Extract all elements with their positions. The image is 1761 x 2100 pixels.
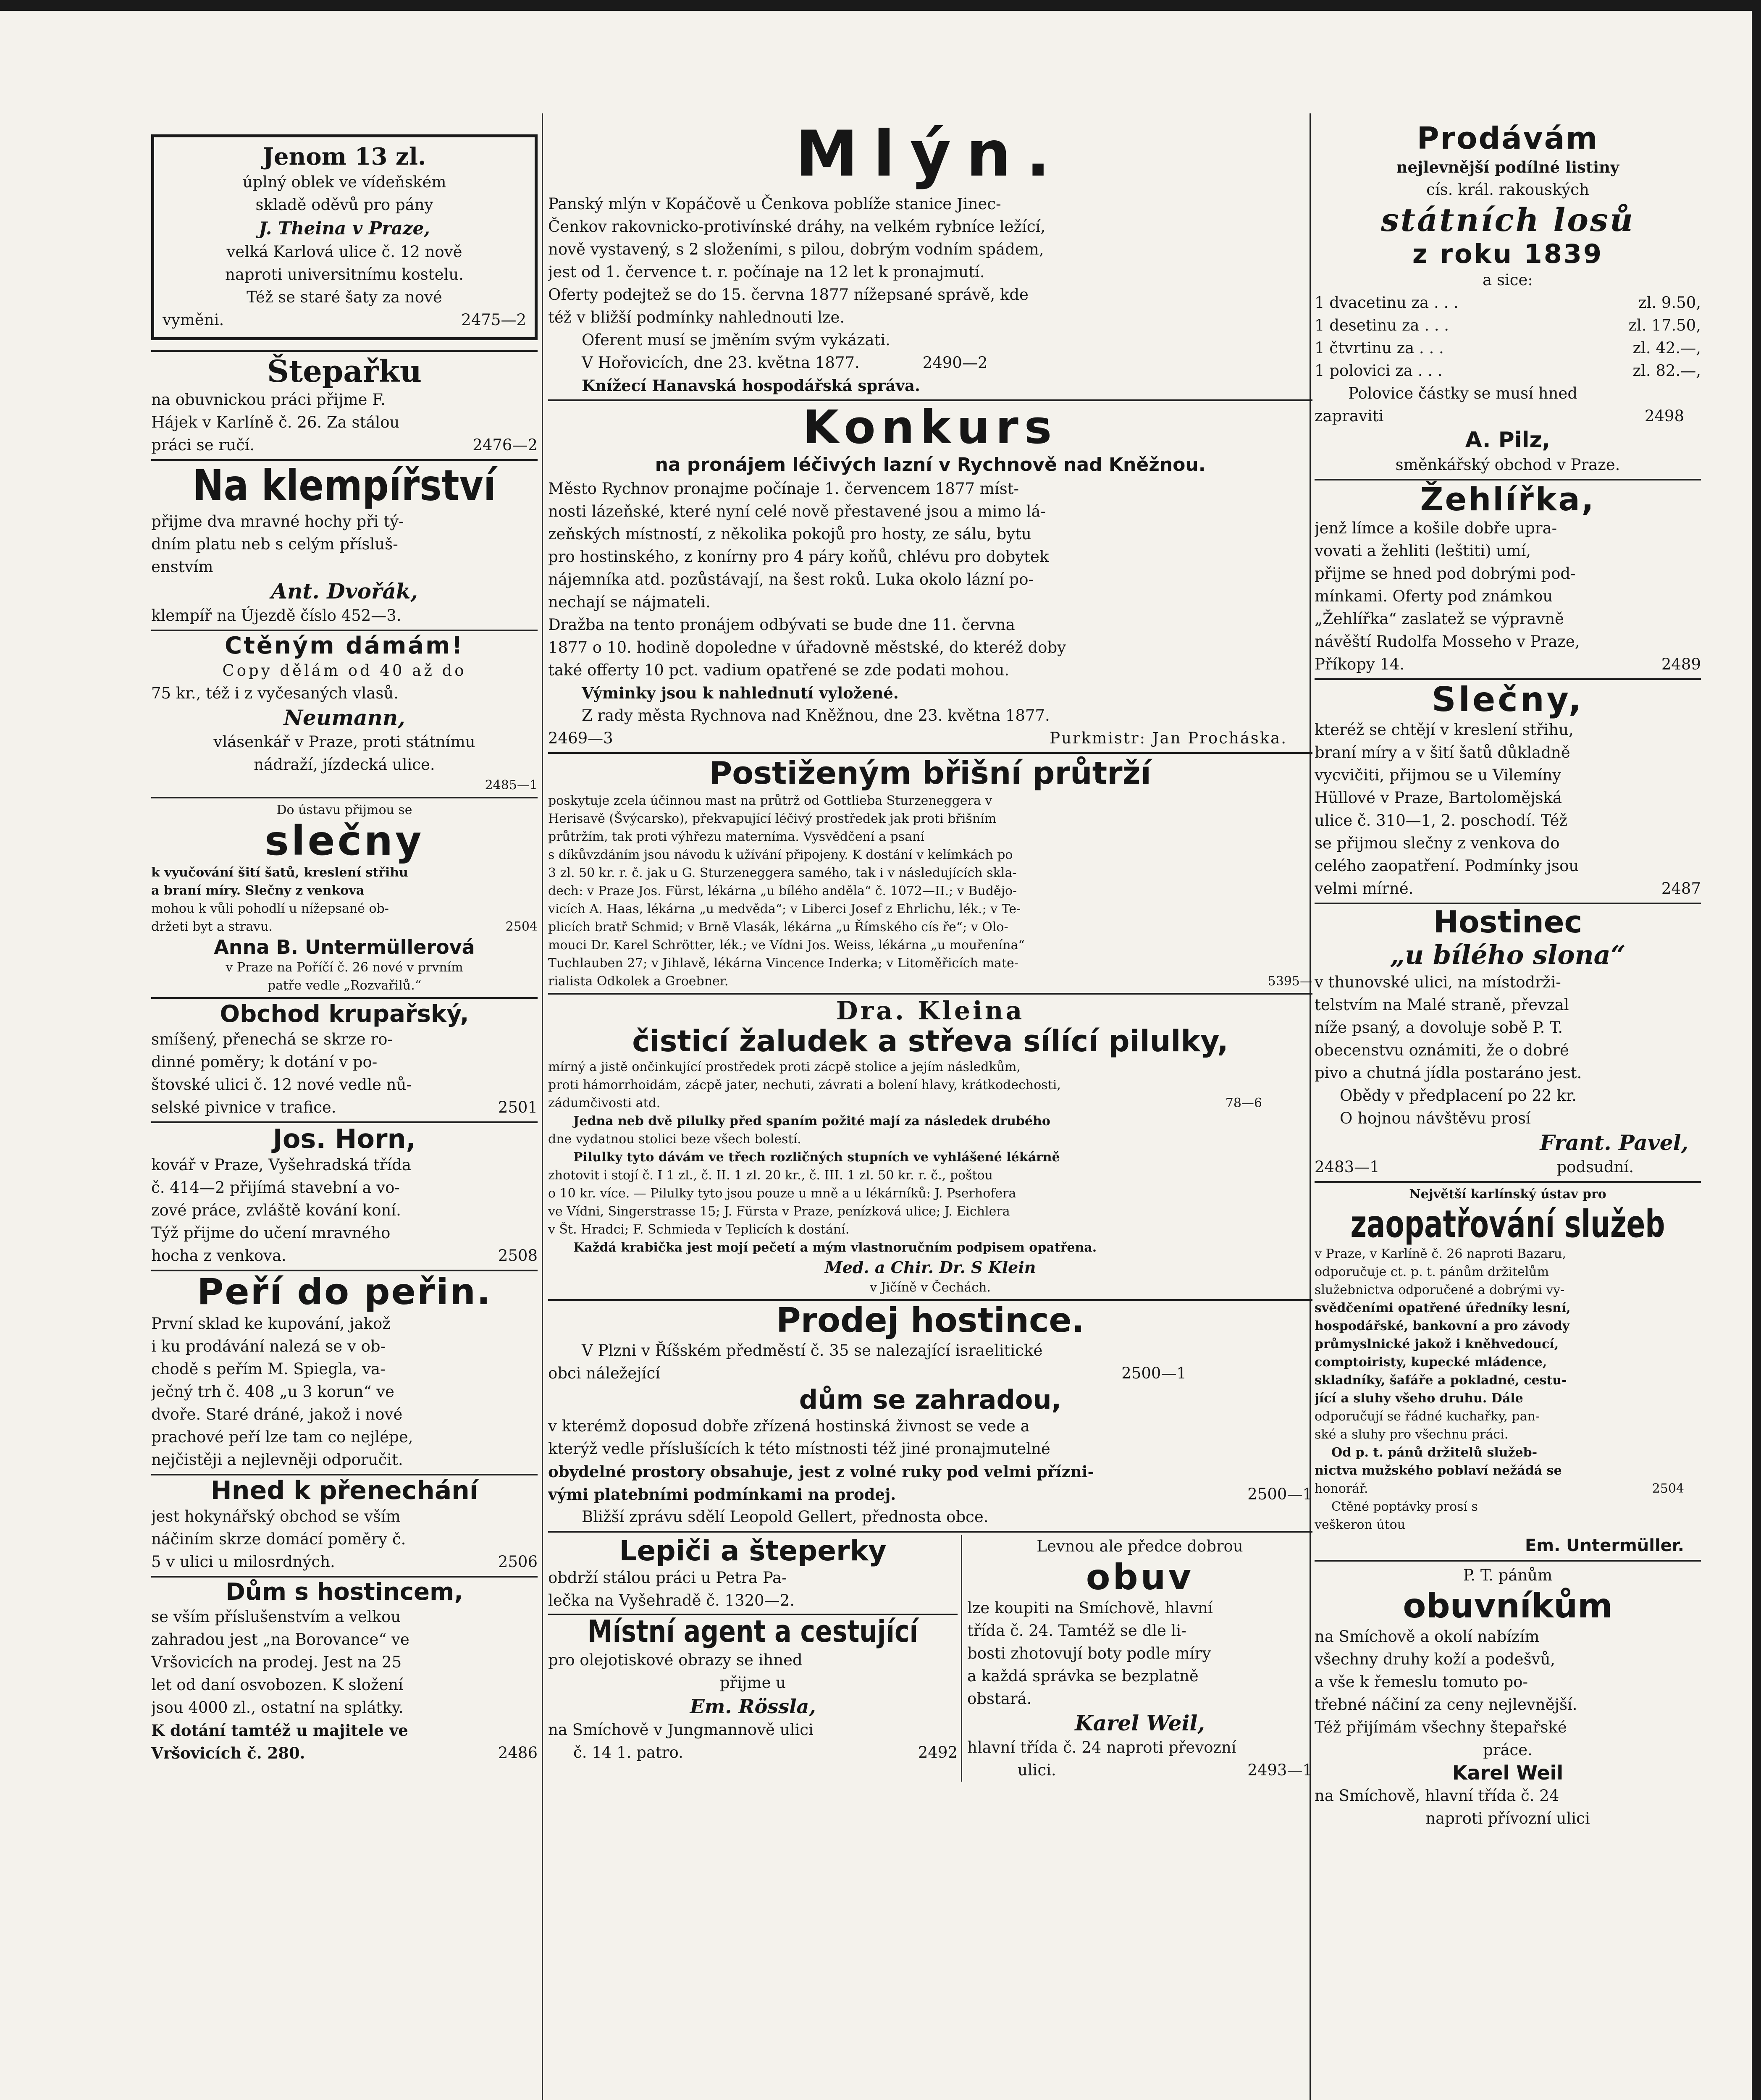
text-line: pro hostinského, z konírny pro 4 páry koňů, chlévu pro dobytek	[548, 548, 1049, 566]
text-line: a každá správka se bezplatně	[967, 1667, 1199, 1685]
text-line: jící a sluhy všeho druhu. Dále	[1315, 1391, 1523, 1406]
text-line: chodě s peřím M. Spiegla, va-	[151, 1360, 386, 1378]
ad-title: Lepiči a šteperky	[619, 1534, 887, 1567]
ad-subtitle: z roku 1839	[1412, 239, 1604, 270]
ad-title: Postiženým břišní průtrží	[709, 755, 1152, 792]
divider	[1315, 1560, 1701, 1562]
text-line: v thunovské ulici, na místodrži-	[1315, 973, 1561, 992]
text-line: celého zaopatření. Podmínky jsou	[1315, 856, 1579, 875]
divider	[151, 1121, 538, 1123]
text-line: průtržím, tak proti výhřezu materníma. Vysvědčení a psaní	[548, 829, 924, 844]
text-line: Pilulky tyto dávám ve třech rozličných stupních ve vyhlášené lékárně	[573, 1150, 1060, 1165]
text-line: poskytuje zcela účinnou mast na průtrž od Gottlieba Sturzeneggera v	[548, 793, 992, 808]
text-line: Oferty podejtež se do 15. června 1877 nížepsané správě, kde	[548, 286, 1029, 304]
text-line: mírný a jistě ončinkující prostředek proti zácpě stolice a jejím následkům,	[548, 1059, 1021, 1074]
ad-title: Peří do peřin.	[197, 1270, 492, 1313]
text-line: vyměni.	[163, 310, 224, 329]
text-line: obecenstvu oznámiti, že o dobré	[1315, 1041, 1569, 1060]
text-line: č. 414—2 přijímá stavební a vo-	[151, 1178, 400, 1197]
text-line: nájemníka atd. pozůstávají, na šest roků. Luka okolo lázní po-	[548, 570, 1034, 589]
text-line: vicích A. Haas, lékárna „u medvěda“; v Liberci Josef z Ehrlichu, lék.; v Te-	[548, 901, 1021, 916]
text-line: svědčeními opatřené úředníky lesní,	[1315, 1301, 1571, 1316]
ad-number: 2486	[498, 1743, 538, 1762]
text-line: s díkůvzdáním jsou návodu k užívání připojeny. K dostání v kelímkách po	[548, 847, 1013, 862]
text-line: prachové peří lze tam co nejlépe,	[151, 1428, 413, 1446]
price-value: zl. 82.—,	[1632, 362, 1701, 380]
text-line: zahradou jest „na Borovance“ ve	[151, 1630, 409, 1648]
shop-name: J. Theina v Praze,	[259, 218, 430, 239]
top-scan-edge	[0, 0, 1761, 11]
ad-title: Jos. Horn,	[273, 1123, 416, 1154]
ad-suits-title: Jenom 13 zl.	[262, 143, 426, 171]
ad-agent	[548, 1614, 958, 1764]
text-line: na Smíchově a okolí nabízím	[1315, 1628, 1540, 1646]
text-line: níže psaný, a dovoluje sobě P. T.	[1315, 1018, 1563, 1037]
text-line: plicích bratř Schmid; v Brně Vlasák, lékárna „u Římského cís ře“; v Olo-	[548, 919, 1008, 934]
text-line: ulici.	[1018, 1761, 1056, 1780]
ad-number: 2493—1	[1247, 1761, 1312, 1780]
text-line: na Smíchově v Jungmannově ulici	[548, 1721, 814, 1739]
text-line: Vršovicích č. 280.	[151, 1743, 305, 1762]
text-line: Od p. t. pánů držitelů služeb-	[1331, 1445, 1538, 1460]
text-line: dne vydatnou stolici beze všech bolestí.	[548, 1131, 801, 1147]
text-line: a braní míry. Slečny z venkova	[151, 883, 365, 898]
signature: A. Pilz,	[1465, 428, 1551, 453]
text-line: cís. král. rakouských	[1426, 181, 1589, 199]
text-line: comptoiristy, kupecké mládence,	[1315, 1355, 1547, 1370]
text-line: náčiním skrze domácí poměry č.	[151, 1530, 406, 1548]
text-line: v Praze, v Karlíně č. 26 naproti Bazaru,	[1315, 1247, 1566, 1262]
ad-losy	[1315, 122, 1701, 476]
ad-title: Místní agent a cestující	[587, 1614, 919, 1649]
text-line: obci náležející	[548, 1364, 661, 1382]
text-line: služebnictva odporučené a dobrými vy-	[1315, 1283, 1565, 1298]
text-line: obydelné prostory obsahuje, jest z volné ruky pod velmi přízni-	[548, 1462, 1094, 1481]
divider	[1315, 1181, 1701, 1183]
ad-stepar	[151, 354, 538, 457]
divider	[151, 797, 538, 798]
ad-title: Mlýn.	[795, 118, 1066, 191]
text-line: Město Rychnov pronajme počínaje 1. červencem 1877 míst-	[548, 480, 1019, 498]
signature: Med. a Chir. Dr. S Klein	[824, 1257, 1036, 1277]
text-line: Z rady města Rychnova nad Kněžnou, dne 23. května 1877.	[582, 706, 1050, 725]
text-line: Obědy v předplacení po 22 kr.	[1340, 1087, 1577, 1105]
divider	[548, 752, 1312, 754]
ad-number: 2490—2	[922, 354, 988, 372]
ad-number: 2501	[498, 1098, 538, 1116]
ad-horn	[151, 1123, 538, 1267]
text-line: dvoře. Staré dráné, jakož i nové	[151, 1405, 403, 1423]
text-line: nejčistěji a nejlevněji odporučit.	[151, 1450, 403, 1469]
text-line: zové práce, zvláště kování koní.	[151, 1201, 401, 1219]
text-line: Polovice částky se musí hned	[1348, 384, 1578, 403]
ad-number: 2498	[1644, 407, 1684, 425]
text-line: průmyslnické jakož i kněhvedoucí,	[1315, 1337, 1559, 1352]
ad-number: 2489	[1661, 655, 1701, 674]
ad-kleina	[548, 997, 1312, 1297]
bottom-pair-left	[548, 1535, 962, 1782]
text-line: třebné náčiní za ceny nejlevnější.	[1315, 1696, 1577, 1714]
text-line: let od daní osvobozen. K složení	[151, 1675, 403, 1694]
text-line: také offerty 10 pct. vadium opatřené se zde podati mohou.	[548, 661, 1010, 680]
signature: Karel Weil,	[1075, 1711, 1205, 1736]
ad-dum-hostinec	[151, 1580, 538, 1764]
text-line: podsudní.	[1556, 1158, 1634, 1176]
text-line: Příkopy 14.	[1315, 655, 1405, 674]
ad-number: 2476—2	[472, 436, 538, 454]
text-line: rialista Odkolek a Groebner.	[548, 974, 729, 989]
text-line: lečka na Vyšehradě č. 1320—2.	[548, 1591, 795, 1610]
text-line: přijme u	[719, 1674, 786, 1692]
ad-title: Hned k přenechání	[210, 1475, 478, 1505]
text-line: o 10 kr. více. — Pilulky tyto jsou pouze u mně a u lékárníků: J. Pserhofera	[548, 1186, 1016, 1201]
ad-hostinec-slon	[1315, 904, 1701, 1179]
text-line: Hüllové v Praze, Bartolomějská	[1315, 788, 1562, 807]
text-line: v Jičíně v Čechách.	[870, 1280, 991, 1295]
price-label: 1 desetinu za . . .	[1315, 316, 1449, 335]
left-column	[151, 113, 538, 2100]
text-line: hocha z venkova.	[151, 1246, 286, 1265]
text-line: Též se staré šaty za nové	[247, 288, 442, 306]
text-line: ulice č. 310—1, 2. poschodí. Též	[1315, 811, 1567, 830]
text-line: k vyučování šití šatů, kreslení střihu	[151, 865, 408, 880]
text-line: ječný trh č. 408 „u 3 korun“ ve	[151, 1382, 394, 1401]
text-line: enstvím	[151, 557, 213, 576]
text-line: Herisavě (Švýcarsko), překvapující léčivý prostředek jak proti břišním	[548, 811, 997, 826]
ad-title: Slečny,	[1432, 680, 1584, 719]
text-line: zapraviti	[1315, 407, 1384, 425]
text-line: Jedna neb dvě pilulky před spaním požité mají za následek drubého	[573, 1113, 1050, 1129]
ad-prodej-hostince	[548, 1300, 1312, 1528]
text-line: Tuchlauben 27; v Jihlavě, lékárna Vincence Inderka; v Litoměřicích mate-	[548, 956, 1018, 971]
ad-title: státních losů	[1381, 201, 1635, 239]
text-line: patře vedle „Rozvařilů.“	[267, 978, 422, 993]
text-line: držeti byt a stravu.	[151, 919, 273, 934]
text-line: mohou k vůli pohodlí u nížepsané ob-	[151, 901, 389, 916]
ad-subtitle: na pronájem léčivých lazní v Rychnově nad Kněžnou.	[655, 454, 1206, 476]
text-line: práce.	[1483, 1741, 1533, 1759]
text-line: jenž límce a košile dobře upra-	[1315, 519, 1557, 538]
divider	[151, 630, 538, 631]
text-line: v Praze na Poříčí č. 26 nové v prvním	[226, 960, 463, 975]
ad-ustav-sluzeb	[1315, 1185, 1701, 1557]
text-line: Ctěné poptávky prosí s	[1331, 1499, 1478, 1515]
text-line: vými platebními podmínkami na prodej.	[548, 1485, 896, 1504]
text-line: i ku prodávání nalezá se v ob-	[151, 1337, 386, 1355]
ad-title: obuv	[1086, 1556, 1194, 1598]
divider	[151, 350, 538, 352]
ad-hokynar	[151, 1475, 538, 1573]
text-line: 1877 o 10. hodině dopoledne v úřadovně městské, do kteréž doby	[548, 638, 1066, 657]
ad-number: 2504	[1652, 1481, 1684, 1496]
text-line: a sice:	[1483, 271, 1533, 289]
text-line: Oferent musí se jměním svým vykázati.	[582, 331, 891, 349]
text-line: skladníky, šafáře a pokladné, cestu-	[1315, 1373, 1567, 1388]
text-line: O hojnou návštěvu prosí	[1340, 1109, 1531, 1128]
ad-number: 2504	[505, 919, 538, 934]
text-line: na Smíchově, hlavní třída č. 24	[1315, 1787, 1559, 1805]
text-line: v Št. Hradci; F. Schmieda v Teplicích k dostání.	[548, 1222, 850, 1237]
ad-number: 5395—	[1268, 974, 1312, 989]
signature: Anna B. Untermüllerová	[214, 935, 475, 958]
ad-obuv	[962, 1535, 1312, 1782]
text-line: Týž přijme do učení mravného	[151, 1223, 391, 1242]
ad-number: 2475—2	[461, 310, 526, 329]
text-line: proti hámorrhoidám, zácpě jater, nechuti, závrati a bolení hlavy, krátkodechosti,	[548, 1077, 1061, 1092]
signature: Em. Untermüller.	[1525, 1536, 1684, 1556]
text-line: braní míry a v šití šatů důkladně	[1315, 743, 1570, 761]
text-line: jest od 1. července t. r. počínaje na 12 let k pronajmutí.	[548, 263, 985, 281]
text-line: pivo a chutná jídla postaráno jest.	[1315, 1064, 1582, 1082]
text-line: veškeron útou	[1315, 1517, 1406, 1533]
ad-lepici	[548, 1534, 958, 1612]
ad-slecny	[1315, 682, 1701, 900]
text-line: přijme se hned pod dobrými pod-	[1315, 564, 1576, 583]
middle-column	[548, 113, 1312, 1782]
text-line: naproti universitnímu kostelu.	[225, 265, 464, 284]
ad-number: 2500—1	[1247, 1485, 1312, 1503]
text-line: též v bližší podmínky nahlednouti lze.	[548, 308, 845, 326]
text-line: všechny druhy koží a podešvů,	[1315, 1650, 1556, 1669]
text-line: ve Vídni, Singerstrasse 15; J. Fürsta v Praze, penízková ulice; J. Eichlera	[548, 1204, 1010, 1219]
bottom-pair	[548, 1535, 1312, 1782]
text-line: kterýž vedle příslušících k této místnosti též jiné pronajmutelné	[548, 1439, 1050, 1458]
text-line: smíšený, přenechá se skrze ro-	[151, 1030, 393, 1048]
text-line: zeňských místností, z několika pokojů pro hosty, ze sálu, bytu	[548, 525, 1031, 543]
text-line: dech: v Praze Jos. Fürst, lékárna „u bílého anděla“ č. 1072—II.; v Budějo-	[548, 883, 1017, 898]
text-line: obstará.	[967, 1690, 1032, 1708]
text-line: „Žehlířka“ zaslatež se výpravně	[1315, 610, 1564, 628]
ad-number: 2487	[1661, 879, 1701, 898]
ad-subtitle: dům se zahradou,	[799, 1384, 1062, 1415]
ad-number: 2483—1	[1315, 1158, 1380, 1176]
text-line: přijme dva mravné hochy při tý-	[151, 512, 404, 530]
column-rule-left	[542, 113, 543, 2100]
ad-pretitle: P. T. pánům	[1463, 1566, 1553, 1585]
text-line: mouci Dr. Karel Schrötter, lék.; ve Vídni Jos. Weiss, lékárna „u mouřenína“	[548, 937, 1025, 953]
text-line: a vše k řemeslu tomuto po-	[1315, 1673, 1528, 1691]
ad-krupar	[151, 1001, 538, 1119]
text-line: nejlevnější podílné listiny	[1396, 158, 1619, 177]
ad-subtitle: „u bílého slona“	[1390, 940, 1626, 971]
ad-title: Prodávám	[1417, 121, 1599, 156]
ad-number: 78—6	[1225, 1095, 1262, 1110]
right-column	[1315, 113, 1701, 1830]
text-line: štovské ulici č. 12 nové vedle nů-	[151, 1075, 412, 1094]
divider	[1315, 479, 1701, 480]
text-line: Výminky jsou k nahlednutí vyložené.	[582, 684, 899, 703]
text-line: 5 v ulici u milosrdných.	[151, 1552, 335, 1571]
ad-title: zaopatřování služeb	[1350, 1202, 1665, 1246]
text-line: třída č. 24. Tamtéž se dle li-	[967, 1622, 1186, 1640]
signature: Em. Rössla,	[690, 1695, 816, 1718]
text-line: vlásenkář v Praze, proti státnímu	[213, 732, 475, 751]
text-line: zhotovit i stojí č. I 1 zl., č. II. 1 zl. 20 kr., č. III. 1 zl. 50 kr. r. č., poštou	[548, 1168, 993, 1183]
text-line: vovati a žehliti (leštiti) umí,	[1315, 542, 1531, 560]
text-line: Bližší zprávu sdělí Leopold Gellert, přednosta obce.	[582, 1507, 989, 1526]
text-line: Do ústavu přijmou se	[276, 802, 412, 817]
ad-zehlirka	[1315, 480, 1701, 676]
text-line: ské a sluhy pro všechnu práci.	[1315, 1427, 1509, 1442]
text-line: kovář v Praze, Vyšehradská třída	[151, 1155, 411, 1174]
ad-klempir	[151, 460, 538, 627]
text-line: odporučují se řádné kuchařky, pan-	[1315, 1409, 1540, 1424]
divider	[548, 993, 1312, 995]
signature: Ant. Dvořák,	[271, 578, 418, 604]
text-line: Čenkov rakovnicko-protivínské dráhy, na velkém rybníce ležící,	[548, 218, 1046, 236]
price-value: zl. 42.—,	[1632, 339, 1701, 357]
text-line: směnkářský obchod v Praze.	[1395, 455, 1620, 474]
text-line: nechají se nájmateli.	[548, 593, 711, 612]
ad-number: 2506	[498, 1552, 538, 1571]
text-line: dním platu neb s celým přísluš-	[151, 535, 398, 553]
text-line: bosti zhotovují boty podle míry	[967, 1644, 1211, 1663]
ad-mlyn	[548, 118, 1312, 397]
text-line: V Plzni v Říšském předměstí č. 35 se nalezající israelitické	[582, 1341, 1043, 1360]
price-value: zl. 9.50,	[1638, 294, 1701, 312]
ad-slecny-ustav	[151, 801, 538, 995]
text-line: práci se ručí.	[151, 436, 255, 454]
text-line: se přijmou slečny z venkova do	[1315, 834, 1560, 852]
ad-suits	[151, 134, 538, 340]
price-value: zl. 17.50,	[1628, 316, 1701, 335]
divider	[151, 997, 538, 999]
text-line: návěští Rudolfa Mosseho v Praze,	[1315, 633, 1580, 651]
text-line: selské pivnice v trafice.	[151, 1098, 336, 1116]
text-line: se vším příslušenstvím a velkou	[151, 1607, 401, 1626]
text-line: kteréž se chtějí v kreslení střihu,	[1315, 720, 1574, 739]
text-line: První sklad ke kupování, jakož	[151, 1314, 391, 1333]
ad-title: Na klempířství	[192, 460, 496, 510]
text-line: 75 kr., též i z vyčesaných vlasů.	[151, 684, 399, 702]
text-line: obdrží stálou práci u Petra Pa-	[548, 1569, 787, 1587]
signature: Karel Weil	[1452, 1761, 1564, 1785]
ad-number: 2508	[498, 1246, 538, 1265]
text-line: V Hořovicích, dne 23. května 1877.	[582, 354, 860, 372]
text-line: Každá krabička jest mojí pečetí a mým vlastnoručním podpisem opatřena.	[573, 1240, 1097, 1255]
text-line: pro olejotiskové obrazy se ihned	[548, 1651, 803, 1670]
ad-title: Dům s hostincem,	[226, 1578, 463, 1606]
text-line: 3 zl. 50 kr. r. č. jak u G. Sturzeneggera samého, tak i v následujících skla-	[548, 865, 1017, 880]
text-line: naproti přívozní ulici	[1425, 1809, 1590, 1828]
ad-title: Obchod krupařský,	[220, 1000, 469, 1028]
text-line: nosti lázeňské, které nyní celé nově přestavené jsou a mimo lá-	[548, 502, 1046, 521]
text-line: nově vystavený, s 2 složeními, s pilou, dobrým vodním spádem,	[548, 240, 1044, 258]
text-line: Hájek v Karlíně č. 26. Za stálou	[151, 413, 400, 431]
price-label: 1 polovici za . . .	[1315, 362, 1443, 380]
text-line: skladě oděvů pro pány	[255, 195, 433, 214]
text-line: telstvím na Malé straně, převzal	[1315, 996, 1569, 1014]
ad-number: 2485—1	[485, 777, 538, 793]
ad-number: 2492	[918, 1743, 958, 1762]
text-line: velmi mírné.	[1315, 879, 1414, 898]
ad-title: obuvníkům	[1403, 1586, 1613, 1626]
text-line: nictva mužského poblaví nežádá se	[1315, 1463, 1562, 1478]
text-line: na obuvnickou práci přijme F.	[151, 390, 386, 409]
text-line: Vršovicích na prodej. Jest na 25	[151, 1653, 402, 1671]
text-line: jest hokynářský obchod se vším	[151, 1507, 401, 1525]
text-line: vycvičiti, přijmou se u Vilemíny	[1315, 766, 1562, 784]
text-line: lze koupiti na Smíchově, hlavní	[967, 1599, 1213, 1617]
text-line: velká Karlová ulice č. 12 nově	[226, 242, 462, 261]
ad-title: slečny	[265, 817, 424, 864]
signature: Neumann,	[283, 705, 405, 730]
ad-obuvnikum	[1315, 1564, 1701, 1830]
ad-title: Štepařku	[267, 353, 422, 389]
text-line: nádraží, jízdecká ulice.	[254, 755, 435, 774]
text-line: jsou 4000 zl., ostatní na splátky.	[151, 1698, 404, 1717]
ad-konkurs	[548, 400, 1312, 750]
divider	[151, 1576, 538, 1578]
text-line: Dražba na tento pronájem odbývati se bude dne 11. června	[548, 616, 1015, 634]
text-line: v kterémž doposud dobře zřízená hostinská živnost se vede a	[548, 1417, 1030, 1435]
text-line: úplný oblek ve vídeňském	[242, 173, 446, 191]
ad-title: Prodej hostince.	[776, 1300, 1085, 1340]
price-label: 1 čtvrtinu za . . .	[1315, 339, 1444, 357]
text-line: č. 14 1. patro.	[573, 1743, 683, 1762]
ad-title: Konkurs	[803, 400, 1058, 454]
text-line: honorář.	[1315, 1481, 1368, 1496]
ad-pretitle: Dra. Kleina	[836, 996, 1025, 1026]
signature: Frant. Pavel,	[1540, 1130, 1688, 1155]
text-line: Panský mlýn v Kopáčově u Čenkova poblíže stanice Jinec-	[548, 195, 1001, 213]
ad-title: Žehlířka,	[1420, 480, 1596, 518]
text-line: hlavní třída č. 24 naproti převozní	[967, 1738, 1236, 1757]
text-line: Copy dělám od 40 až do	[222, 661, 467, 680]
ad-number: 2500—1	[1121, 1364, 1186, 1382]
right-scan-edge	[1752, 0, 1761, 2100]
divider	[548, 1531, 1312, 1533]
text-line: mínkami. Oferty pod známkou	[1315, 587, 1553, 606]
ad-pretitle: Levnou ale předce dobrou	[1037, 1537, 1243, 1555]
text-line: dinné poměry; k dotání v po-	[151, 1053, 378, 1071]
text-line: K dotání tamtéž u majitele ve	[151, 1721, 408, 1740]
signature: Knížecí Hanavská hospodářská správa.	[582, 376, 920, 395]
text-line: Též přijímám všechny štepařské	[1315, 1718, 1567, 1737]
ad-title: Ctěným dámám!	[225, 632, 464, 659]
ad-prutrz	[548, 756, 1312, 990]
text-line: klempíř na Újezdě číslo 452—3.	[151, 606, 402, 625]
ad-pretitle: Největší karlínský ústav pro	[1409, 1187, 1606, 1202]
signature: Purkmistr: Jan Procháska.	[1050, 729, 1287, 748]
text-line: hospodářské, bankovní a pro závody	[1315, 1319, 1570, 1334]
ad-title: čisticí žaludek a střeva sílící pilulky,	[632, 1024, 1228, 1058]
ad-title: Hostinec	[1433, 904, 1583, 940]
price-label: 1 dvacetinu za . . .	[1315, 294, 1459, 312]
ad-vlasenkar	[151, 634, 538, 794]
text-line: odporučuje ct. p. t. pánům držitelům	[1315, 1265, 1549, 1280]
ad-number: 2469—3	[548, 729, 613, 748]
text-line: zádumčivosti atd.	[548, 1095, 661, 1110]
divider	[151, 1474, 538, 1475]
ad-peri	[151, 1270, 538, 1471]
